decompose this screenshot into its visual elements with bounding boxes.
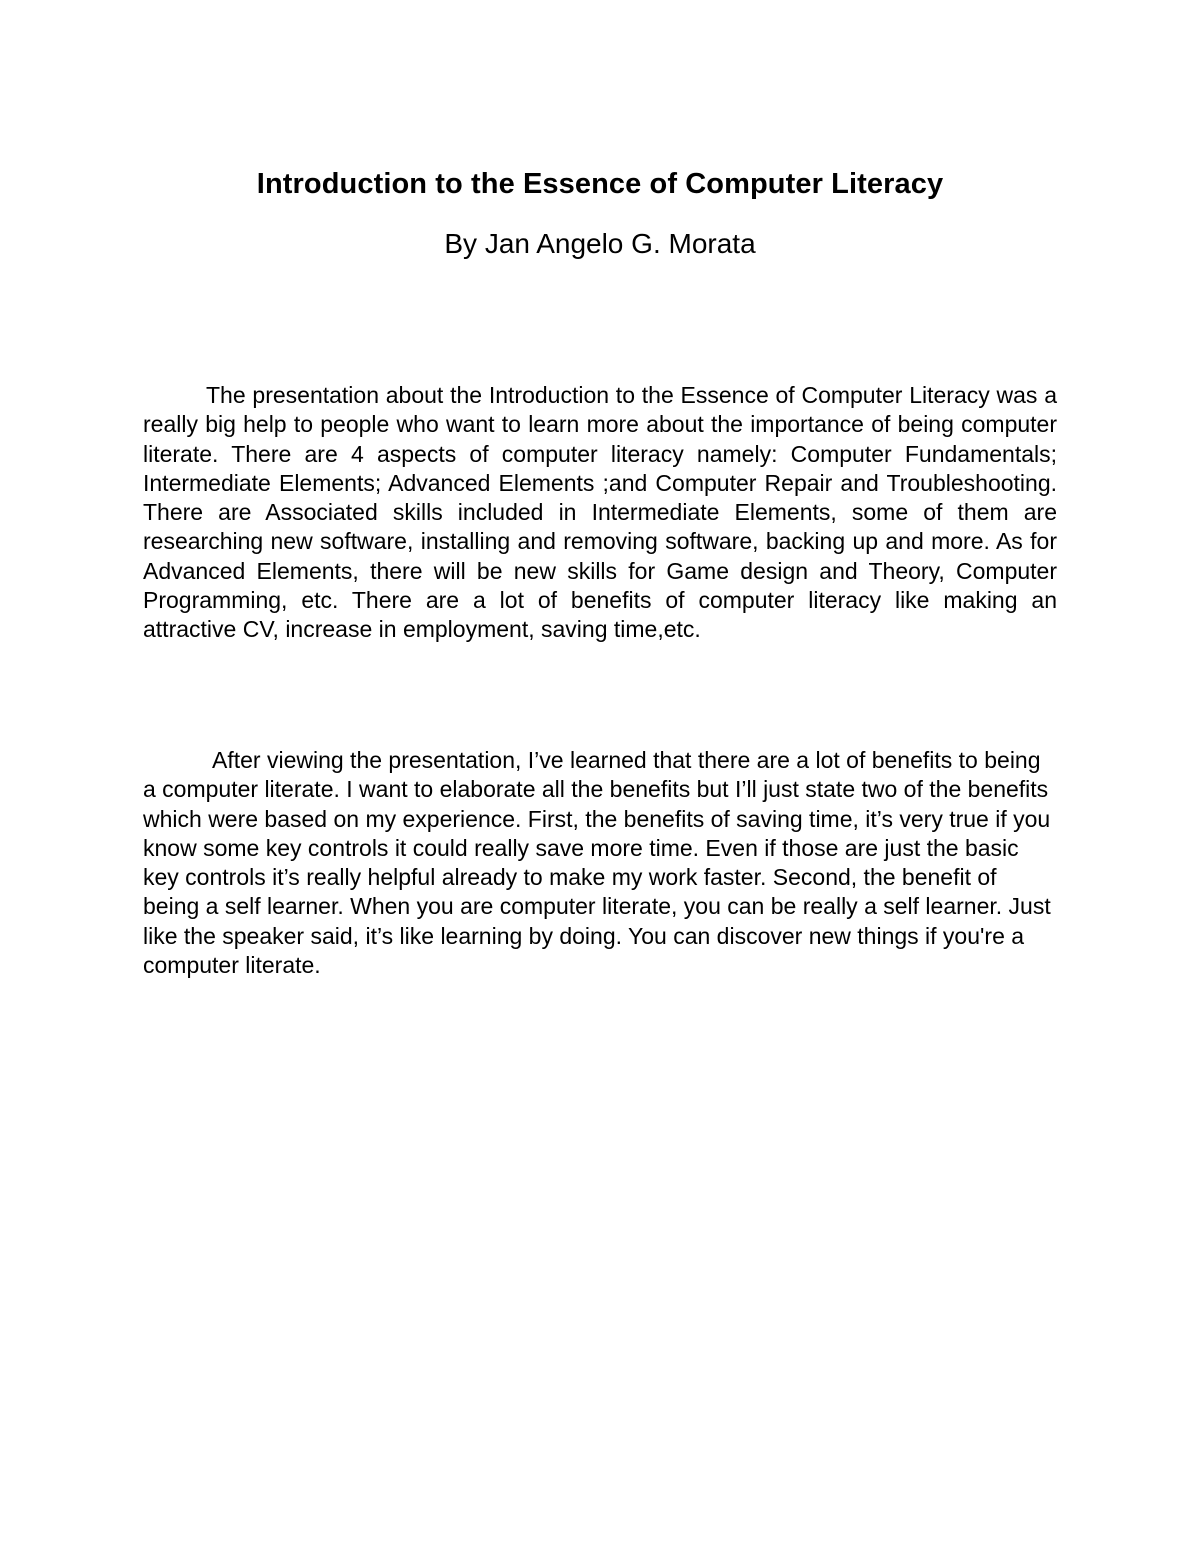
- body-paragraph-2: After viewing the presentation, I’ve learned that there are a lot of benefits to being a computer literate. I want to elaborate all the benefits but I’ll just state two of the benefits which were based on my experience. First, the benefits of saving time, it’s very true if you know some key controls it could really save more time. Even if those are just the basic key controls it’s really helpful already to make my work faster. Second, the benefit of being a self learner. When you are computer literate, you can be really a self learner. Just like the speaker said, it’s like learning by doing. You can discover new things if you're a computer literate.: [143, 747, 1051, 979]
- body-paragraph-1: The presentation about the Introduction to the Essence of Computer Literacy was a really big help to people who want to learn more about the importance of being computer literate. There are 4 aspects of computer literacy namely: Computer Fundamentals; Intermediate Elements; Advanced Elements ;and Computer Repair and Troubleshooting. There are Associated skills included in Intermediate Elements, some of them are researching new software, installing and removing software, backing up and more. As for Advanced Elements, there will be new skills for Game design and Theory, Computer Programming, etc. There are a lot of benefits of computer literacy like making an attractive CV, increase in employment, saving time,etc.: [143, 382, 1057, 643]
- document-title: Introduction to the Essence of Computer Literacy: [256, 168, 944, 200]
- document-author: By Jan Angelo G. Morata: [444, 228, 756, 259]
